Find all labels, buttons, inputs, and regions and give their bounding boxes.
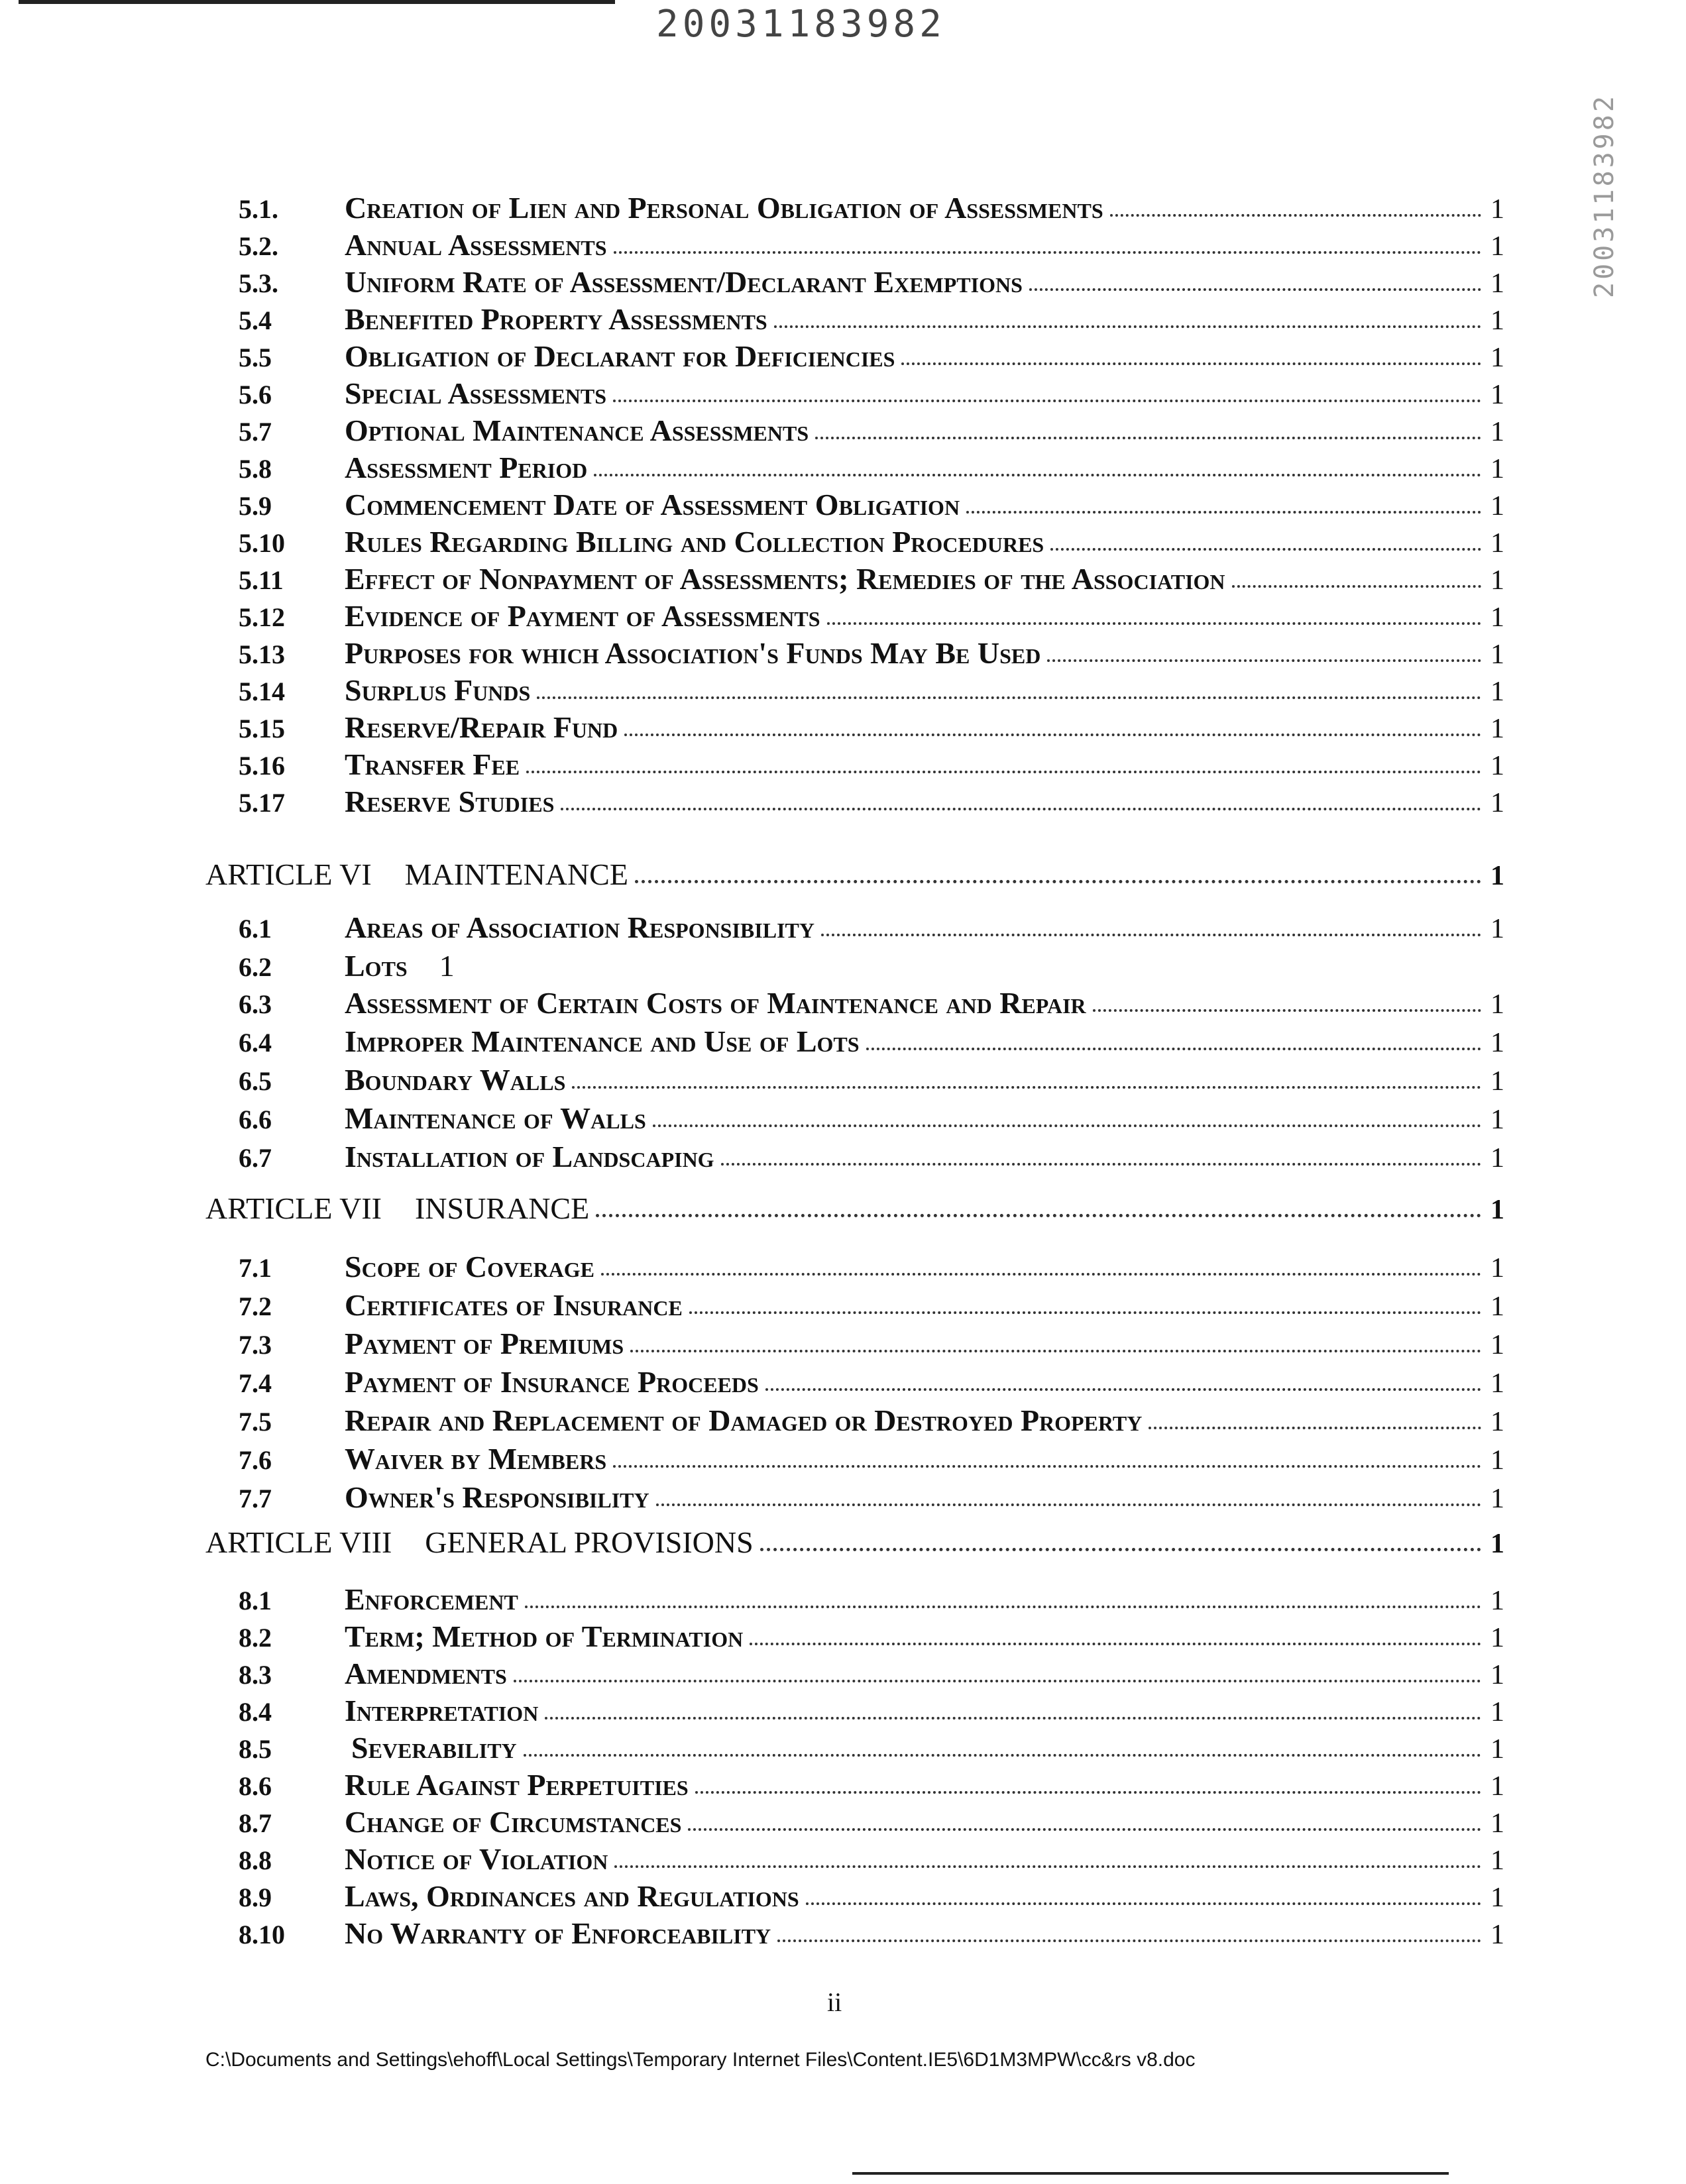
toc-entry-number: 8.4	[239, 1697, 272, 1727]
toc-entry	[239, 1287, 1504, 1324]
toc-entry-title: Reserve/Repair Fund	[345, 710, 618, 744]
toc-entry-page: 1	[1490, 1368, 1504, 1399]
toc-entry-page: 1	[1490, 1586, 1504, 1616]
toc-entry-title: Laws, Ordinances and Regulations	[345, 1879, 799, 1913]
toc-entry-number: 6.3	[239, 989, 272, 1019]
toc-entry-number: 7.4	[239, 1368, 272, 1398]
toc-entry-title: Change of Circumstances	[345, 1805, 682, 1839]
toc-entry	[239, 746, 1504, 783]
toc-entry-title: Transfer Fee	[345, 747, 520, 781]
leader-dots	[525, 1600, 1481, 1608]
toc-entry-title: Obligation of Declarant for Deficiencies	[345, 339, 895, 373]
toc-entry-title: Reserve Studies	[345, 785, 555, 818]
leader-dots	[630, 1344, 1481, 1352]
toc-entry-title: Interpretation	[345, 1694, 539, 1727]
toc-entry	[239, 190, 1504, 227]
toc-entry-number: 6.5	[239, 1066, 272, 1096]
toc-entry	[239, 523, 1504, 561]
toc-entry-number: 5.8	[239, 454, 272, 484]
leader-dots	[514, 1674, 1481, 1682]
toc-entry-page: 1	[1490, 1883, 1504, 1913]
toc-entry-page: 1	[1490, 305, 1504, 336]
toc-entry	[239, 1479, 1504, 1516]
page-number: ii	[827, 1987, 842, 2017]
toc-entry-page: 1	[1490, 1330, 1504, 1360]
toc-entry	[239, 709, 1504, 746]
leader-dots	[601, 1268, 1481, 1276]
toc-entry-number: 5.6	[239, 380, 272, 410]
toc-entry	[239, 1248, 1504, 1285]
toc-entry	[239, 264, 1504, 301]
toc-entry-number: 7.3	[239, 1330, 272, 1360]
toc-entry	[239, 672, 1504, 709]
leader-dots	[545, 1712, 1481, 1720]
toc-entry-number: 5.2.	[239, 231, 278, 261]
toc-entry-number: 5.17	[239, 788, 285, 818]
toc-entry-page: 1	[1490, 1066, 1504, 1097]
toc-entry-number: 8.5	[239, 1734, 272, 1764]
leader-dots	[1093, 1004, 1481, 1012]
toc-entry-page: 1	[1490, 1291, 1504, 1322]
toc-entry	[239, 1692, 1504, 1729]
toc-entry-page: 1	[439, 949, 455, 983]
toc-entry-page: 1	[1490, 454, 1504, 484]
toc-entry-page: 1	[1490, 343, 1504, 373]
toc-entry-page: 1	[1490, 1623, 1504, 1653]
toc-entry-page: 1	[1490, 602, 1504, 633]
toc-entry	[239, 783, 1504, 820]
article-title: GENERAL PROVISIONS	[425, 1525, 754, 1559]
toc-entry-title: Payment of Premiums	[345, 1327, 624, 1360]
leader-dots	[624, 728, 1481, 736]
toc-entry	[239, 1581, 1504, 1618]
leader-dots	[635, 875, 1481, 883]
toc-entry-number: 5.14	[239, 677, 285, 706]
toc-entry	[239, 449, 1504, 486]
toc-entry-number: 5.1.	[239, 194, 278, 224]
toc-entry	[239, 1655, 1504, 1692]
toc-entry	[239, 1878, 1504, 1915]
toc-entry-title: Improper Maintenance and Use of Lots	[345, 1024, 860, 1058]
toc-entry-number: 6.2	[239, 952, 272, 982]
toc-entry-title: Annual Assessments	[345, 228, 607, 262]
leader-dots	[866, 1042, 1481, 1050]
toc-entry-number: 5.10	[239, 528, 285, 558]
toc-entry-page: 1	[1490, 1028, 1504, 1058]
toc-entry-number: 8.8	[239, 1845, 272, 1875]
article-number: ARTICLE VII	[205, 1191, 382, 1225]
article-heading	[205, 856, 1504, 893]
toc-entry	[239, 1841, 1504, 1878]
toc-entry-page: 1	[1490, 1920, 1504, 1950]
toc-entry-title: Rules Regarding Billing and Collection Procedures	[345, 525, 1044, 559]
toc-entry-page: 1	[1490, 268, 1504, 299]
toc-entry	[239, 1915, 1504, 1952]
leader-dots	[561, 802, 1481, 810]
leader-dots	[614, 1860, 1481, 1868]
toc-entry-number: 5.15	[239, 714, 285, 743]
toc-entry-page: 1	[1490, 1484, 1504, 1514]
leader-dots	[827, 617, 1481, 625]
toc-entry-page: 1	[1490, 1734, 1504, 1765]
toc-entry	[239, 948, 1504, 985]
doc-number: 20031183982	[656, 3, 946, 46]
toc-entry-page: 1	[1490, 1445, 1504, 1476]
toc-entry	[239, 598, 1504, 635]
toc-entry-title: Installation of Landscaping	[345, 1140, 714, 1174]
toc-entry-number: 5.3.	[239, 268, 278, 298]
leader-dots	[695, 1786, 1481, 1794]
toc-entry-page: 1	[1490, 1105, 1504, 1135]
leader-dots	[765, 1383, 1481, 1391]
toc-entry-number: 5.5	[239, 343, 272, 372]
toc-entry-page: 1	[1490, 751, 1504, 781]
leader-dots	[1047, 654, 1481, 662]
toc-entry-page: 1	[1490, 528, 1504, 559]
toc-entry-title: Rule Against Perpetuities	[345, 1768, 689, 1802]
toc-entry-number: 8.10	[239, 1920, 285, 1949]
toc-entry	[239, 412, 1504, 449]
toc-entry-title: Severability	[351, 1731, 517, 1765]
toc-entry-title: Owner's Responsibility	[345, 1480, 649, 1514]
toc-entry-page: 1	[1490, 380, 1504, 410]
toc-entry	[239, 375, 1504, 412]
toc-entry-title: Notice of Violation	[345, 1842, 608, 1876]
toc-entry-number: 5.4	[239, 305, 272, 335]
leader-dots	[537, 691, 1481, 699]
leader-dots	[901, 357, 1481, 365]
toc-entry-title: Payment of Insurance Proceeds	[345, 1365, 759, 1399]
leader-dots	[760, 1543, 1481, 1551]
leader-dots	[524, 1749, 1481, 1757]
toc-entry-page: 1	[1490, 231, 1504, 262]
article-number: ARTICLE VIII	[205, 1525, 392, 1559]
leader-dots	[774, 320, 1481, 328]
toc-entry	[239, 1100, 1504, 1137]
leader-dots	[613, 1460, 1481, 1468]
leader-dots	[614, 246, 1481, 254]
leader-dots	[1232, 580, 1481, 588]
toc-entry-page: 1	[1490, 1808, 1504, 1839]
toc-entry	[239, 1325, 1504, 1362]
leader-dots	[821, 928, 1481, 936]
toc-entry-title: Purposes for which Association's Funds May Be Used	[345, 636, 1041, 670]
leader-dots	[594, 468, 1481, 476]
toc-entry-title: Uniform Rate of Assessment/Declarant Exemptions	[345, 265, 1023, 299]
toc-entry	[239, 1402, 1504, 1439]
article-page: 1	[1490, 1529, 1504, 1559]
toc-entry	[239, 1618, 1504, 1655]
leader-dots	[572, 1081, 1481, 1089]
toc-entry-page: 1	[1490, 1771, 1504, 1802]
leader-dots	[656, 1498, 1481, 1506]
toc-entry-title: Commencement Date of Assessment Obligation	[345, 488, 960, 521]
toc-entry-number: 6.6	[239, 1105, 272, 1134]
leader-dots	[596, 1209, 1481, 1217]
toc-entry	[239, 1023, 1504, 1060]
leader-dots	[777, 1934, 1481, 1942]
toc-entry	[239, 486, 1504, 523]
toc-entry	[239, 635, 1504, 672]
toc-entry-number: 8.2	[239, 1623, 272, 1653]
toc-entry	[239, 561, 1504, 598]
toc-entry-title: Boundary Walls	[345, 1063, 566, 1097]
leader-dots	[721, 1158, 1481, 1166]
toc-entry-number: 7.7	[239, 1484, 272, 1513]
leader-dots	[613, 394, 1481, 402]
article-page: 1	[1490, 861, 1504, 891]
toc-entry-number: 6.7	[239, 1143, 272, 1173]
side-stamp: 20031183982	[1589, 93, 1620, 298]
leader-dots	[526, 765, 1481, 773]
toc-entry-title: Effect of Nonpayment of Assessments; Remedies of the Association	[345, 562, 1225, 596]
toc-entry-page: 1	[1490, 1845, 1504, 1876]
toc-entry-number: 7.2	[239, 1291, 272, 1321]
toc-entry-number: 8.1	[239, 1586, 272, 1615]
toc-entry-number: 8.9	[239, 1883, 272, 1912]
toc-entry-number: 5.13	[239, 639, 285, 669]
toc-entry-title: Areas of Association Responsibility	[345, 910, 815, 944]
toc-entry-page: 1	[1490, 788, 1504, 818]
toc-entry-title: Surplus Funds	[345, 673, 531, 707]
toc-entry	[239, 1138, 1504, 1175]
leader-dots	[689, 1306, 1481, 1314]
leader-dots	[1029, 283, 1481, 291]
toc-entry-page: 1	[1490, 1143, 1504, 1174]
toc-entry-title: Assessment of Certain Costs of Maintenance and Repair	[345, 986, 1086, 1020]
toc-entry-number: 7.5	[239, 1407, 272, 1437]
toc-entry-number: 8.7	[239, 1808, 272, 1838]
file-path: C:\Documents and Settings\ehoff\Local Settings\Temporary Internet Files\Content.IE5\6D1M3MPW\cc&rs v8.doc	[205, 2049, 1196, 2071]
toc-entry-title: Evidence of Payment of Assessments	[345, 599, 820, 633]
toc-entry-title: Enforcement	[345, 1582, 518, 1616]
toc-entry-title: Lots	[345, 949, 408, 983]
leader-dots	[966, 506, 1481, 514]
toc-entry-title: No Warranty of Enforceability	[345, 1916, 771, 1950]
toc-entry-number: 6.4	[239, 1028, 272, 1058]
leader-dots	[1050, 543, 1481, 551]
toc-entry-page: 1	[1490, 1697, 1504, 1727]
toc-entry-page: 1	[1490, 989, 1504, 1020]
toc-entry-page: 1	[1490, 1407, 1504, 1437]
article-title: INSURANCE	[414, 1191, 590, 1225]
toc-entry-number: 5.16	[239, 751, 285, 781]
toc-entry	[239, 1767, 1504, 1804]
toc-entry-page: 1	[1490, 677, 1504, 707]
toc-entry-title: Amendments	[345, 1657, 507, 1690]
leader-dots	[750, 1637, 1481, 1645]
toc-entry-page: 1	[1490, 194, 1504, 225]
toc-entry-number: 5.9	[239, 491, 272, 521]
toc-entry-title: Optional Maintenance Assessments	[345, 413, 809, 447]
toc-entry-number: 5.12	[239, 602, 285, 632]
toc-entry-page: 1	[1490, 1660, 1504, 1690]
toc-entry	[239, 1804, 1504, 1841]
toc-entry-title: Assessment Period	[345, 451, 588, 484]
toc-entry-number: 5.7	[239, 417, 272, 447]
toc-entry	[239, 227, 1504, 264]
toc-entry-page: 1	[1490, 914, 1504, 944]
article-number: ARTICLE VI	[205, 857, 372, 891]
toc-entry-page: 1	[1490, 565, 1504, 596]
leader-dots	[815, 431, 1481, 439]
toc-entry-title: Waiver by Members	[345, 1442, 607, 1476]
toc-entry-title: Repair and Replacement of Damaged or Destroyed Property	[345, 1403, 1143, 1437]
leader-dots	[806, 1897, 1481, 1905]
toc-entry	[239, 1062, 1504, 1099]
bottom-rule	[852, 2172, 1449, 2175]
toc-entry-title: Benefited Property Assessments	[345, 302, 767, 336]
leader-dots	[653, 1119, 1481, 1127]
toc-entry-page: 1	[1490, 1253, 1504, 1283]
toc-entry	[239, 1364, 1504, 1401]
toc-entry-title: Maintenance of Walls	[345, 1101, 646, 1135]
article-page: 1	[1490, 1195, 1504, 1225]
toc-entry	[239, 338, 1504, 375]
leader-dots	[688, 1823, 1481, 1831]
toc-entry-title: Certificates of Insurance	[345, 1288, 683, 1322]
toc-entry-title: Creation of Lien and Personal Obligation of Assessments	[345, 191, 1103, 225]
article-title: MAINTENANCE	[404, 857, 628, 891]
toc-entry-number: 5.11	[239, 565, 284, 595]
leader-dots	[1149, 1421, 1481, 1429]
toc-entry	[239, 301, 1504, 338]
toc-entry-number: 8.6	[239, 1771, 272, 1801]
toc-entry-page: 1	[1490, 714, 1504, 744]
toc-entry	[239, 1729, 1504, 1767]
toc-entry-title: Term; Method of Termination	[345, 1619, 744, 1653]
toc-entry-page: 1	[1490, 639, 1504, 670]
article-heading	[205, 1524, 1504, 1561]
toc-entry	[239, 985, 1504, 1022]
toc-entry-title: Scope of Coverage	[345, 1250, 594, 1283]
article-heading	[205, 1190, 1504, 1227]
leader-dots	[1110, 209, 1481, 217]
toc-entry	[239, 1441, 1504, 1478]
toc-entry-number: 7.1	[239, 1253, 272, 1283]
toc-entry-title: Special Assessments	[345, 376, 606, 410]
toc-entry-number: 6.1	[239, 914, 272, 944]
toc-entry-page: 1	[1490, 417, 1504, 447]
toc-entry-page: 1	[1490, 491, 1504, 521]
toc-entry-number: 8.3	[239, 1660, 272, 1690]
toc-entry	[239, 909, 1504, 946]
toc-entry-number: 7.6	[239, 1445, 272, 1475]
